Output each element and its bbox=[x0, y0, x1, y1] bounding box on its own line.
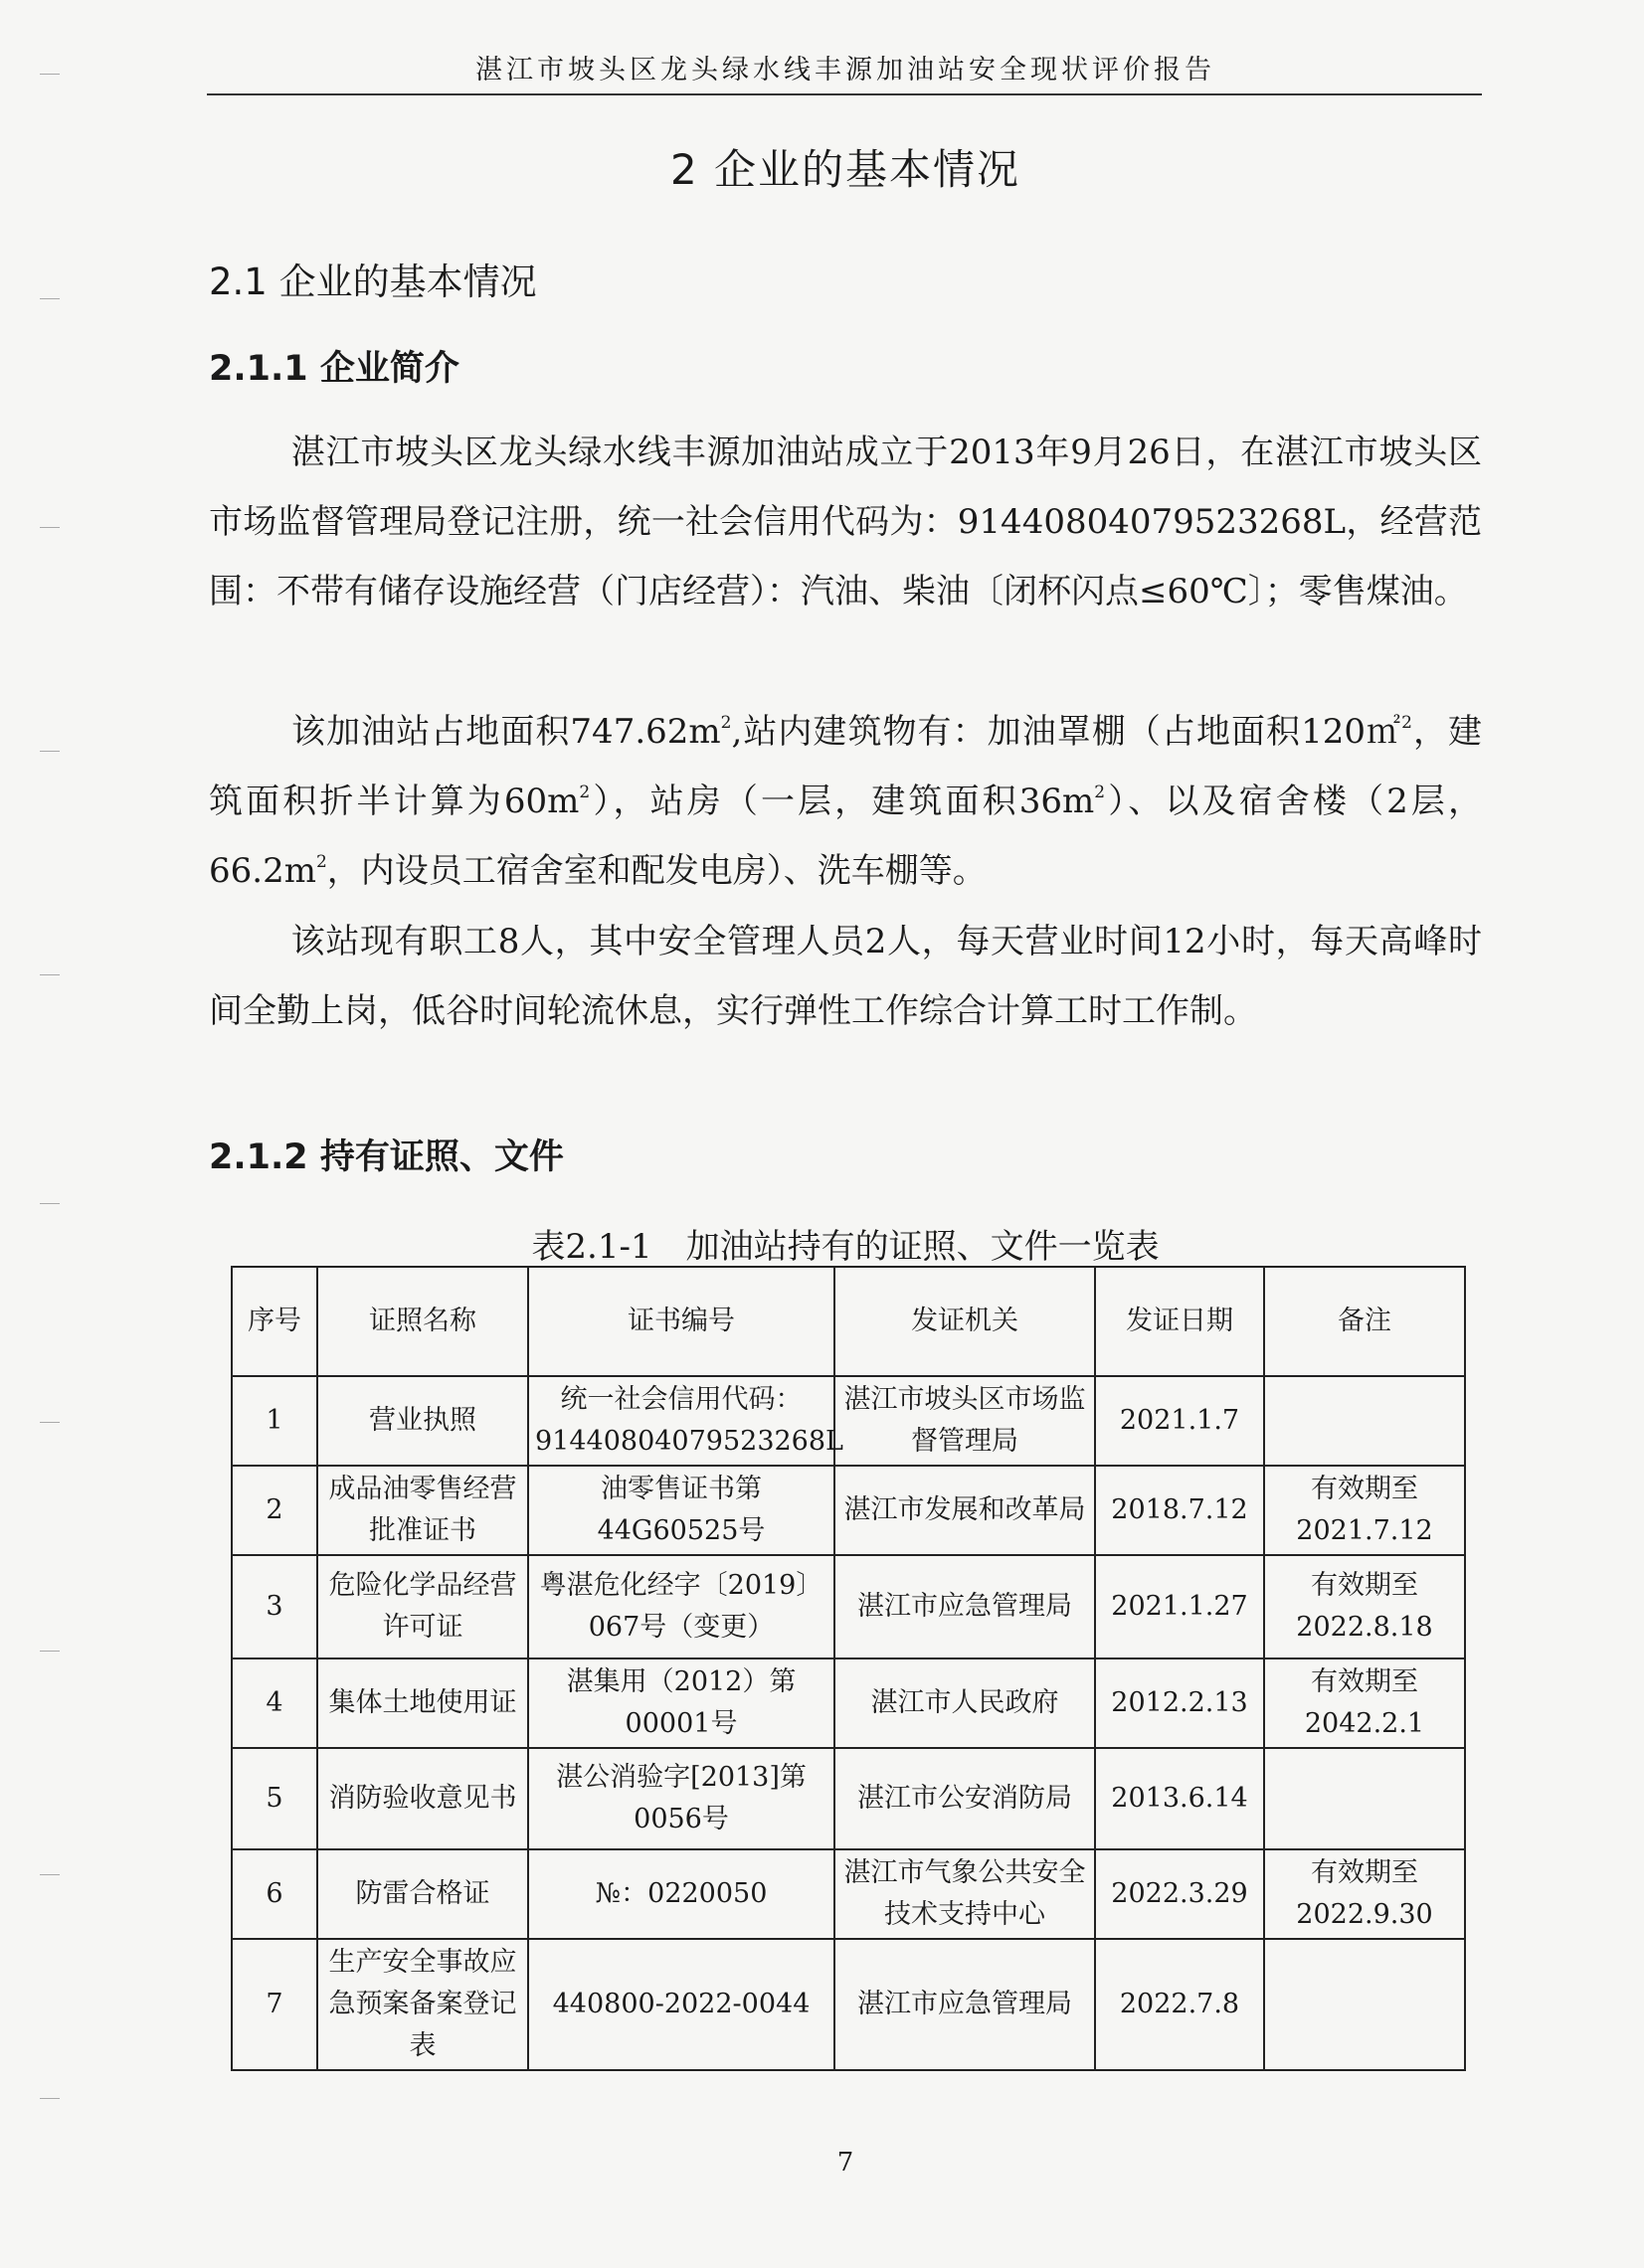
table-row bbox=[232, 1939, 1465, 2070]
header-cell: 证照名称 bbox=[317, 1267, 528, 1376]
license-table bbox=[231, 1266, 1466, 2071]
paragraph-text: ，内设员工宿舍室和配发电房）、洗车棚等。 bbox=[326, 851, 987, 891]
table-cell: 湛江市发展和改革局 bbox=[834, 1466, 1095, 1555]
paragraph-text: 该加油站占地面积747.62m bbox=[290, 712, 721, 752]
table-cell: 3 bbox=[232, 1555, 317, 1658]
table-cell: 4 bbox=[232, 1658, 317, 1748]
superscript: 2 bbox=[579, 783, 591, 802]
table-cell: 2021.1.27 bbox=[1095, 1555, 1264, 1658]
table-cell: 有效期至2042.2.1 bbox=[1264, 1658, 1465, 1748]
table-cell: 2021.1.7 bbox=[1095, 1376, 1264, 1466]
table-caption: 表2.1-1 加油站持有的证照、文件一览表 bbox=[531, 1227, 1160, 1267]
table-cell: 湛江市坡头区市场监督管理局 bbox=[834, 1376, 1095, 1466]
paragraph-site-area bbox=[209, 697, 1482, 906]
table-cell: 统一社会信用代码：91440804079523268L bbox=[528, 1376, 834, 1466]
table-cell: 湛江市气象公共安全技术支持中心 bbox=[834, 1849, 1095, 1939]
table-cell: 440800-2022-0044 bbox=[528, 1939, 834, 2070]
paragraph-staffing bbox=[209, 907, 1482, 1046]
paragraph-text: 该站现有职工8人，其中安全管理人员2人，每天营业时间12小时，每天高峰时间全勤上岗，低谷时间轮流休息，实行弹性工作综合计算工时工作制。 bbox=[209, 922, 1482, 1031]
running-header: 湛江市坡头区龙头绿水线丰源加油站安全现状评价报告 bbox=[475, 55, 1215, 86]
table-cell: 湛江市人民政府 bbox=[834, 1658, 1095, 1748]
table-cell: 2 bbox=[232, 1466, 317, 1555]
table-cell bbox=[1264, 1748, 1465, 1849]
table-cell: 防雷合格证 bbox=[317, 1849, 528, 1939]
subsection-heading-licenses: 2.1.2 持有证照、文件 bbox=[209, 1137, 564, 1177]
table-cell: 湛江市应急管理局 bbox=[834, 1555, 1095, 1658]
table-cell: 湛公消验字[2013]第0056号 bbox=[528, 1748, 834, 1849]
table-row bbox=[232, 1555, 1465, 1658]
table-cell: №：0220050 bbox=[528, 1849, 834, 1939]
table-cell bbox=[1264, 1939, 1465, 2070]
table-row bbox=[232, 1466, 1465, 1555]
table-cell bbox=[1264, 1376, 1465, 1466]
table-cell: 5 bbox=[232, 1748, 317, 1849]
header-cell: 备注 bbox=[1264, 1267, 1465, 1376]
table-cell: 2022.7.8 bbox=[1095, 1939, 1264, 2070]
table-row bbox=[232, 1658, 1465, 1748]
table-cell: 湛集用（2012）第00001号 bbox=[528, 1658, 834, 1748]
table-cell: 粤湛危化经字〔2019〕067号（变更） bbox=[528, 1555, 834, 1658]
table-row bbox=[232, 1849, 1465, 1939]
table-cell: 湛江市应急管理局 bbox=[834, 1939, 1095, 2070]
table-cell: 有效期至2022.9.30 bbox=[1264, 1849, 1465, 1939]
header-cell: 发证日期 bbox=[1095, 1267, 1264, 1376]
table-row bbox=[232, 1748, 1465, 1849]
paragraph-text: ）、以及宿舍楼（2层，66.2m bbox=[209, 782, 1482, 891]
table-cell: 1 bbox=[232, 1376, 317, 1466]
table-row bbox=[232, 1376, 1465, 1466]
table-cell: 有效期至2022.8.18 bbox=[1264, 1555, 1465, 1658]
superscript: 2 bbox=[1094, 783, 1106, 802]
table-cell: 2012.2.13 bbox=[1095, 1658, 1264, 1748]
table-cell: 油零售证书第44G60525号 bbox=[528, 1466, 834, 1555]
table-cell: 湛江市公安消防局 bbox=[834, 1748, 1095, 1849]
superscript: 2 bbox=[1401, 713, 1412, 733]
table-cell: 集体土地使用证 bbox=[317, 1658, 528, 1748]
table-cell: 成品油零售经营批准证书 bbox=[317, 1466, 528, 1555]
subsection-heading-company-profile: 2.1.1 企业简介 bbox=[209, 349, 459, 389]
table-cell: 生产安全事故应急预案备案登记表 bbox=[317, 1939, 528, 2070]
paragraph-text: ,站内建筑物有：加油罩棚（占地面积120㎡ bbox=[731, 712, 1402, 752]
paragraph-text: ），站房（一层，建筑面积36m bbox=[590, 782, 1095, 821]
header-cell: 证书编号 bbox=[528, 1267, 834, 1376]
section-heading: 2.1 企业的基本情况 bbox=[209, 261, 537, 303]
table-cell: 危险化学品经营许可证 bbox=[317, 1555, 528, 1658]
header-cell: 发证机关 bbox=[834, 1267, 1095, 1376]
page-number: 7 bbox=[836, 2148, 854, 2178]
table-header-row bbox=[232, 1267, 1465, 1376]
header-rule bbox=[207, 93, 1482, 95]
paragraph-text: 湛江市坡头区龙头绿水线丰源加油站成立于2013年9月26日，在湛江市坡头区市场监督管理局登记注册，统一社会信用代码为：91440804079523268L，经营范围：不带有储存设施经营（门店经营）：汽油、柴油〔闭杯闪点≤60℃〕；零售煤油。 bbox=[209, 433, 1482, 611]
table-cell: 2013.6.14 bbox=[1095, 1748, 1264, 1849]
table-cell: 有效期至2021.7.12 bbox=[1264, 1466, 1465, 1555]
header-cell: 序号 bbox=[232, 1267, 317, 1376]
chapter-title: 2 企业的基本情况 bbox=[669, 145, 1021, 194]
table-cell: 营业执照 bbox=[317, 1376, 528, 1466]
paragraph-text: ，建筑面积折半计算为60m bbox=[209, 712, 1483, 821]
table-cell: 7 bbox=[232, 1939, 317, 2070]
table-cell: 2022.3.29 bbox=[1095, 1849, 1264, 1939]
table-cell: 2018.7.12 bbox=[1095, 1466, 1264, 1555]
superscript: 2 bbox=[315, 852, 327, 872]
superscript: 2 bbox=[720, 713, 732, 733]
table-cell: 消防验收意见书 bbox=[317, 1748, 528, 1849]
table-cell: 6 bbox=[232, 1849, 317, 1939]
paragraph-company-intro bbox=[209, 418, 1482, 626]
